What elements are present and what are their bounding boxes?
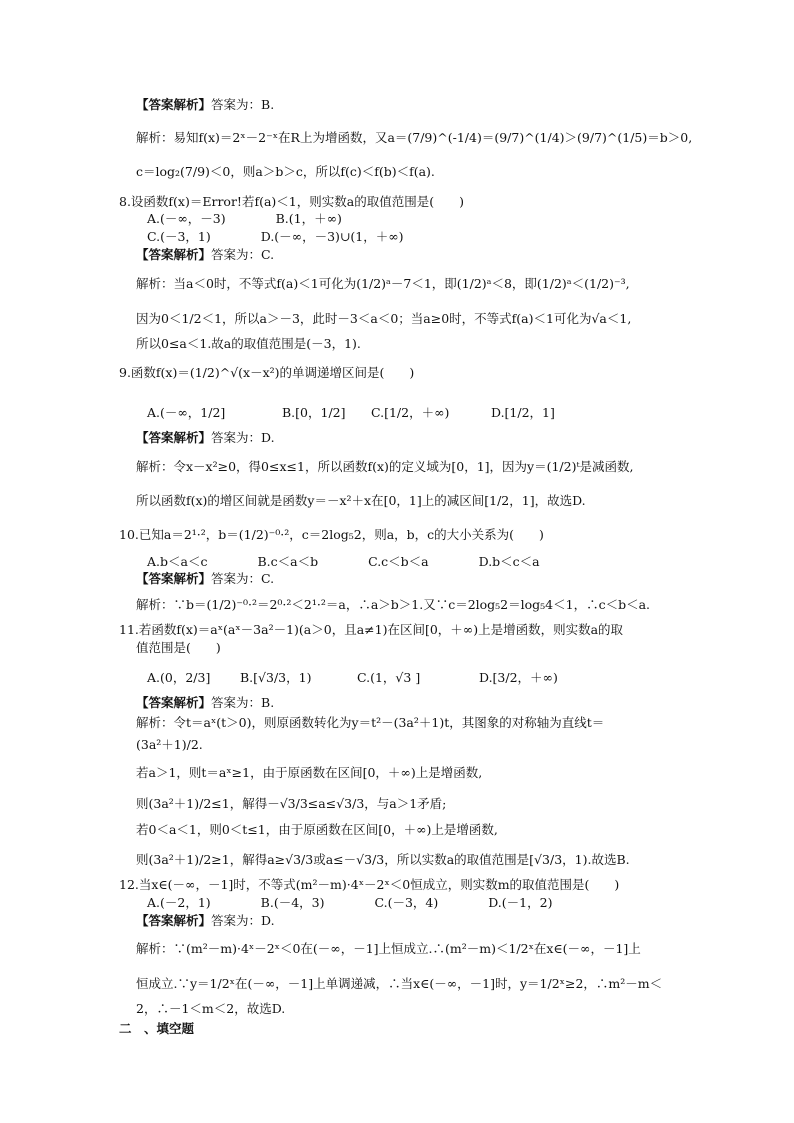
answer-label: 【答案解析】 (136, 247, 212, 262)
text-line (136, 736, 203, 754)
answer-label: 【答案解析】 (136, 430, 212, 445)
text-line (119, 193, 464, 211)
option-choice: D.[3/2，＋∞) (479, 670, 558, 685)
line-text: 所以0≤a＜1.故a的取值范围是(－3，1). (136, 336, 361, 351)
option-choice: C.[1/2，＋∞) (371, 405, 450, 420)
line-text: 解析：∵b＝(1/2)⁻⁰·²＝2⁰·²＜2¹·²＝a，∴a＞b＞1.又∵c＝2log₅2＝log₅4＜1，∴c＜b＜a. (136, 597, 651, 612)
line-text: 9.函数f(x)＝(1/2)^√(x－x²)的单调递增区间是( ) (119, 365, 415, 380)
line-text: A.(－2，1) B.(－4，3) C.(－3，4) D.(－1，2) (147, 895, 553, 910)
text-line (136, 851, 630, 869)
line-text: A.b＜a＜c B.c＜a＜b C.c＜b＜a D.b＜c＜a (147, 554, 540, 569)
text-line (147, 894, 552, 912)
text-line (136, 335, 361, 353)
line-text: 2，∴－1＜m＜2，故选D. (136, 1001, 286, 1016)
option-choice: A.(0，2/3] (147, 670, 211, 685)
option-choice: C.(1，√3 ] (357, 670, 421, 685)
line-text: 10.已知a＝2¹·²，b＝(1/2)⁻⁰·²，c＝2log₅2，则a，b，c的大小关系为( ) (119, 527, 544, 542)
line-text: 则(3a²＋1)/2≥1，解得a≥√3/3或a≤－√3/3，所以实数a的取值范围是[√3/3，1).故选B. (136, 852, 630, 867)
answer-label: 【答案解析】 (136, 695, 212, 710)
text-line (119, 526, 544, 544)
line-text: 值范围是( ) (136, 640, 221, 655)
line-text: c＝log₂(7/9)＜0，则a＞b＞c，所以f(c)＜f(b)＜f(a). (136, 164, 435, 179)
text-line (119, 876, 619, 894)
line-text: 解析：令t＝aˣ(t＞0)，则原函数转化为y＝t²－(3a²＋1)t，其图象的对称轴为直线t＝ (136, 715, 605, 730)
answer-label: 【答案解析】 (136, 913, 212, 928)
answer-label: 【答案解析】 (136, 571, 212, 586)
line-text: 则(3a²＋1)/2≤1，解得－√3/3≤a≤√3/3，与a＞1矛盾; (136, 796, 447, 811)
text-line (136, 912, 275, 930)
line-text: 若0＜a＜1，则0＜t≤1，由于原函数在区间[0，＋∞)上是增函数, (136, 822, 498, 837)
line-text: (3a²＋1)/2. (136, 737, 203, 752)
text-line (147, 228, 404, 246)
text-line (136, 639, 221, 657)
text-line (136, 275, 630, 293)
text-line (136, 975, 662, 993)
text-line (136, 429, 275, 447)
line-text: 答案为：B. (211, 97, 275, 112)
option-choice: B.[√3/3，1) (240, 670, 312, 685)
text-line (136, 714, 604, 732)
line-text: C.(－3，1) D.(－∞，－3)∪(1，＋∞) (147, 229, 404, 244)
line-text: 8.设函数f(x)＝Error!若f(a)＜1，则实数a的取值范围是( ) (119, 194, 464, 209)
line-text: 二 、填空题 (119, 1021, 195, 1036)
text-line (136, 940, 641, 958)
text-line (136, 163, 435, 181)
answer-label: 【答案解析】 (136, 97, 212, 112)
line-text: 因为0＜1/2＜1，所以a＞－3，此时－3＜a＜0；当a≥0时，不等式f(a)＜1可化为√a＜1, (136, 311, 632, 326)
line-text: 答案为：C. (211, 247, 275, 262)
text-line (136, 694, 274, 712)
text-line (147, 553, 540, 571)
text-line (119, 621, 623, 639)
line-text: 解析：∵(m²－m)·4ˣ－2ˣ＜0在(－∞，－1]上恒成立.∴(m²－m)＜1/2ˣ在x∈(－∞，－1]上 (136, 941, 641, 956)
text-line (136, 310, 631, 328)
text-line (136, 492, 586, 510)
line-text: 11.若函数f(x)＝aˣ(aˣ－3a²－1)(a＞0，且a≠1)在区间[0，＋∞)上是增函数，则实数a的取 (119, 622, 624, 637)
line-text: 12.当x∈(－∞，－1]时，不等式(m²－m)·4ˣ－2ˣ＜0恒成立，则实数m的取值范围是( ) (119, 877, 620, 892)
text-line (136, 1000, 285, 1018)
text-line (136, 246, 274, 264)
line-text: 答案为：D. (211, 430, 275, 445)
line-text: 所以函数f(x)的增区间就是函数y＝－x²＋x在[0，1]上的减区间[1/2，1]，故选D. (136, 493, 586, 508)
line-text: 恒成立.∵y＝1/2ˣ在(－∞，－1]上单调递减，∴当x∈(－∞，－1]时，y＝1/2ˣ≥2，∴m²－m＜ (136, 976, 663, 991)
line-text: 解析：令x－x²≥0，得0≤x≤1，所以函数f(x)的定义域为[0，1]，因为y＝(1/2)ᵗ是减函数, (136, 459, 634, 474)
line-text: A.(－∞，－3) B.(1，＋∞) (147, 211, 342, 226)
text-line (119, 364, 414, 382)
text-line (136, 795, 446, 813)
text-line (136, 570, 274, 588)
text-line (136, 764, 482, 782)
line-text: 若a＞1，则t＝aˣ≥1，由于原函数在区间[0，＋∞)上是增函数, (136, 765, 483, 780)
option-choice: B.[0，1/2] (282, 405, 346, 420)
line-text: 解析：当a＜0时，不等式f(a)＜1可化为(1/2)ᵃ－7＜1，即(1/2)ᵃ＜8，即(1/2)ᵃ＜(1/2)⁻³, (136, 276, 630, 291)
text-line (136, 458, 634, 476)
text-line (119, 1020, 194, 1038)
text-line (136, 129, 692, 147)
text-line (136, 821, 498, 839)
text-line (136, 96, 274, 114)
text-line (136, 596, 650, 614)
option-choice: A.(－∞，1/2] (147, 405, 226, 420)
line-text: 答案为：B. (211, 695, 275, 710)
text-line (147, 210, 342, 228)
line-text: 解析：易知f(x)＝2ˣ－2⁻ˣ在R上为增函数，又a＝(7/9)^(-1/4)＝(9/7)^(1/4)＞(9/7)^(1/5)＝b＞0, (136, 130, 693, 145)
line-text: 答案为：C. (211, 571, 275, 586)
line-text: 答案为：D. (211, 913, 275, 928)
option-choice: D.[1/2，1] (491, 405, 555, 420)
